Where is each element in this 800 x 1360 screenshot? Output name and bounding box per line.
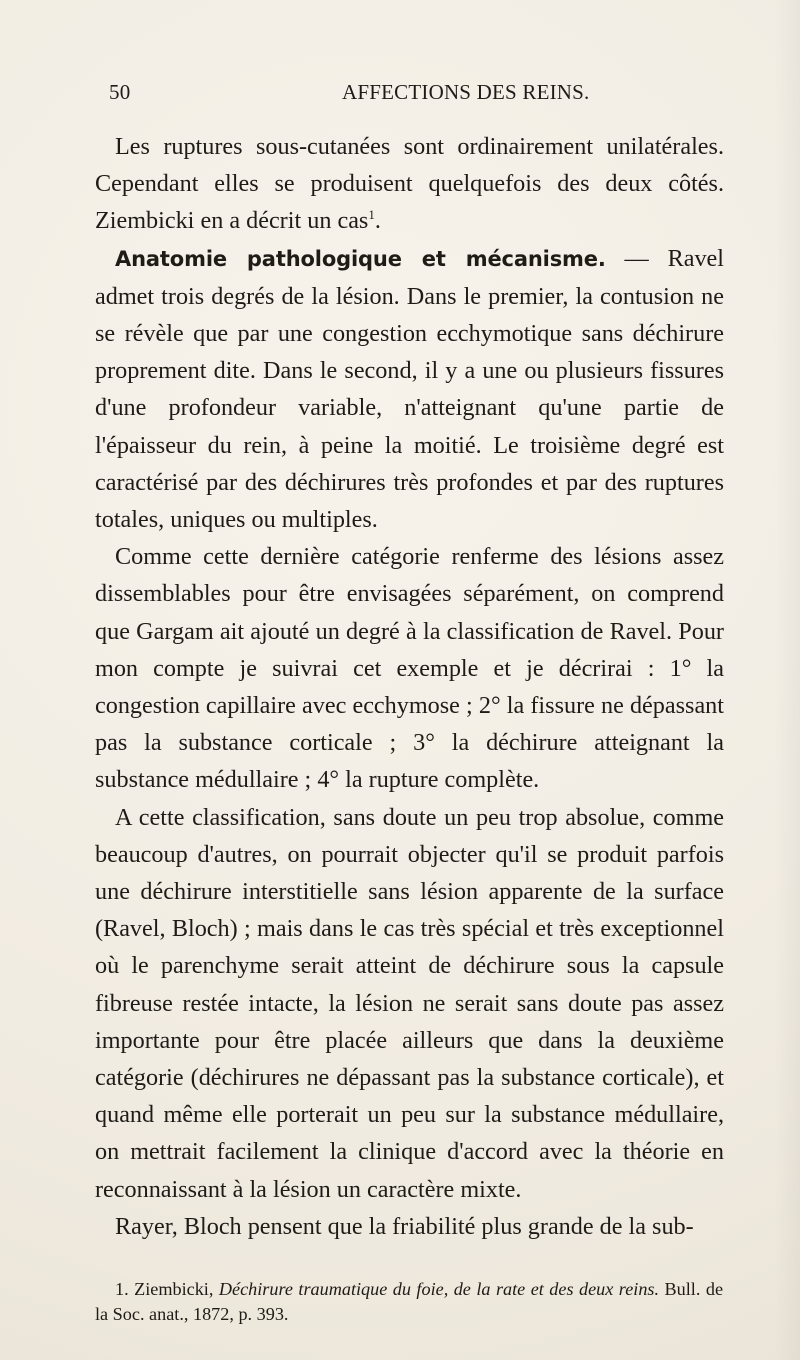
footnote-reference: 1 (368, 207, 375, 223)
paragraph-4: A cette classification, sans doute un peu trop absolue, comme beaucoup d'autres, on pourrait objecter qu'il se produit parfois une déchirure interstitielle sans lésion apparente de la surface (Ravel, Bloch) ; mais dans le cas très spécial et très exceptionnel où le parenchyme serait atteint de déchirure sous la capsule fibreuse restée intacte, la lésion ne serait sans doute pas assez importante pour être placée ailleurs que dans la deuxième catégorie (déchirures ne dépassant pas la substance corticale), et quand même elle porterait un peu sur la substance médullaire, on mettrait facilement la clinique d'accord avec la théorie en reconnaissant à la lésion un caractère mixte. (95, 803, 724, 1203)
paragraph-3: Comme cette dernière catégorie renferme des lésions assez dissemblables pour être envisagées séparément, on comprend que Gargam ait ajouté un degré à la classification de Ravel. Pour mon compte je suivrai cet exemple et je décrirai : 1° la congestion capillaire avec ecchymose ; 2° la fissure ne dépassant pas la substance corticale ; 3° la déchirure atteignant la substance médullaire ; 4° la rupture complète. (95, 543, 724, 794)
paragraph-2 (95, 240, 724, 539)
running-title: AFFECTIONS DES REINS. (342, 80, 590, 104)
page-number: 50 (109, 80, 131, 104)
footnote (95, 1277, 723, 1327)
heading-separator: — (605, 244, 668, 272)
footnote-number: 1. (115, 1279, 129, 1300)
footnote-author: Ziembicki, (134, 1279, 214, 1300)
paragraph-2-text: Ravel admet trois degrés de la lésion. Dans le premier, la contusion ne se révèle que par une congestion ecchymotique sans déchirure proprement dite. Dans le second, il y a une ou plusieurs fissures d'une profondeur variable, n'atteignant qu'une partie de l'épaisseur du rein, à peine la moitié. Le troisième degré est caractérisé par des déchirures très profondes et par des ruptures totales, uniques ou multiples. (95, 244, 724, 534)
paragraph-1 (95, 128, 724, 240)
scan-edge-shadow (774, 0, 800, 1360)
footnote-text (95, 1277, 723, 1327)
main-text (95, 128, 724, 1245)
paragraph-1-end: . (374, 207, 381, 235)
paragraph-5: Rayer, Bloch pensent que la friabilité plus grande de la sub- (115, 1212, 694, 1240)
footnote-source: Bull. de la Soc. anat., 1872, p. 393. (95, 1279, 724, 1325)
paragraph-1-text: Les ruptures sous-cutanées sont ordinairement unilatérales. Cependant elles se produisent quelquefois des deux côtés. Ziembicki en a décrit un cas (95, 133, 724, 235)
page-header (95, 80, 724, 110)
section-heading: Anatomie pathologique et mécanisme. (115, 246, 606, 271)
footnote-title: Déchirure traumatique du foie, de la rate et des deux reins. (218, 1279, 660, 1300)
